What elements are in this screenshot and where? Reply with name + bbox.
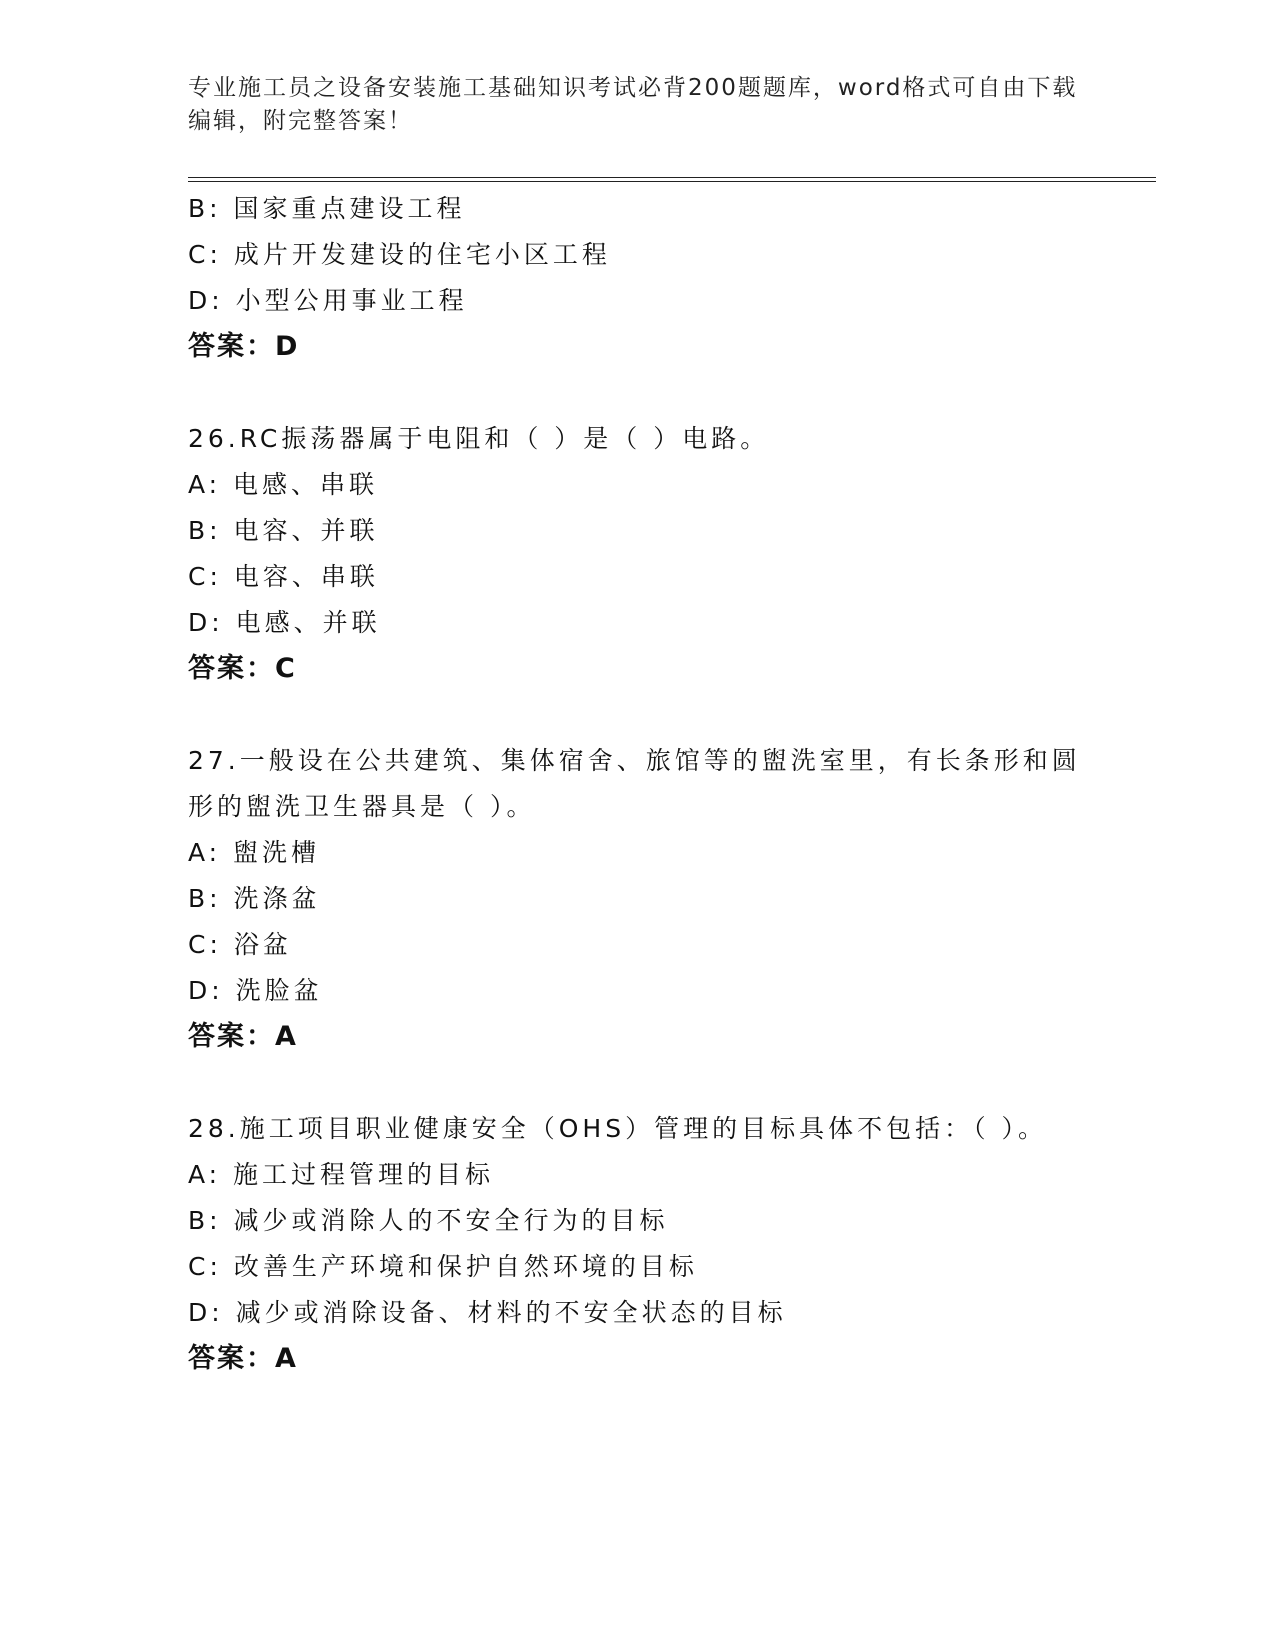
option-d: D: 减少或消除设备、材料的不安全状态的目标 <box>188 1298 787 1327</box>
document-body <box>188 186 1088 1428</box>
option-b: B: 国家重点建设工程 <box>188 194 466 223</box>
option-c: C: 改善生产环境和保护自然环境的目标 <box>188 1252 698 1281</box>
option-b: B: 减少或消除人的不安全行为的目标 <box>188 1206 669 1235</box>
option-c: C: 浴盆 <box>188 930 292 959</box>
question-block-26 <box>188 416 1088 692</box>
option-b: B: 洗涤盆 <box>188 884 321 913</box>
question-block-27 <box>188 738 1088 1060</box>
option-a: A: 施工过程管理的目标 <box>188 1160 495 1189</box>
option-c: C: 电容、串联 <box>188 562 379 591</box>
option-c: C: 成片开发建设的住宅小区工程 <box>188 240 611 269</box>
question-text: 26.RC振荡器属于电阻和（ ）是（ ）电路。 <box>188 424 770 453</box>
document-header: 专业施工员之设备安装施工基础知识考试必背200题题库，word格式可自由下载编辑，附完整答案！ <box>188 75 1078 134</box>
question-text: 27.一般设在公共建筑、集体宿舍、旅馆等的盥洗室里，有长条形和圆形的盥洗卫生器具是（ ）。 <box>188 746 1081 821</box>
option-d: D: 洗脸盆 <box>188 976 323 1005</box>
option-d: D: 小型公用事业工程 <box>188 286 468 315</box>
option-a: A: 盥洗槽 <box>188 838 321 867</box>
answer-line: 答案：D <box>188 331 300 362</box>
option-b: B: 电容、并联 <box>188 516 379 545</box>
question-block-28 <box>188 1106 1088 1382</box>
question-block-25 <box>188 186 1088 370</box>
answer-line: 答案：A <box>188 1343 298 1374</box>
header-divider <box>188 177 1156 182</box>
option-a: A: 电感、串联 <box>188 470 379 499</box>
answer-line: 答案：A <box>188 1021 298 1052</box>
answer-line: 答案：C <box>188 653 297 684</box>
question-text: 28.施工项目职业健康安全（OHS）管理的目标具体不包括：（ ）。 <box>188 1114 1048 1143</box>
option-d: D: 电感、并联 <box>188 608 381 637</box>
